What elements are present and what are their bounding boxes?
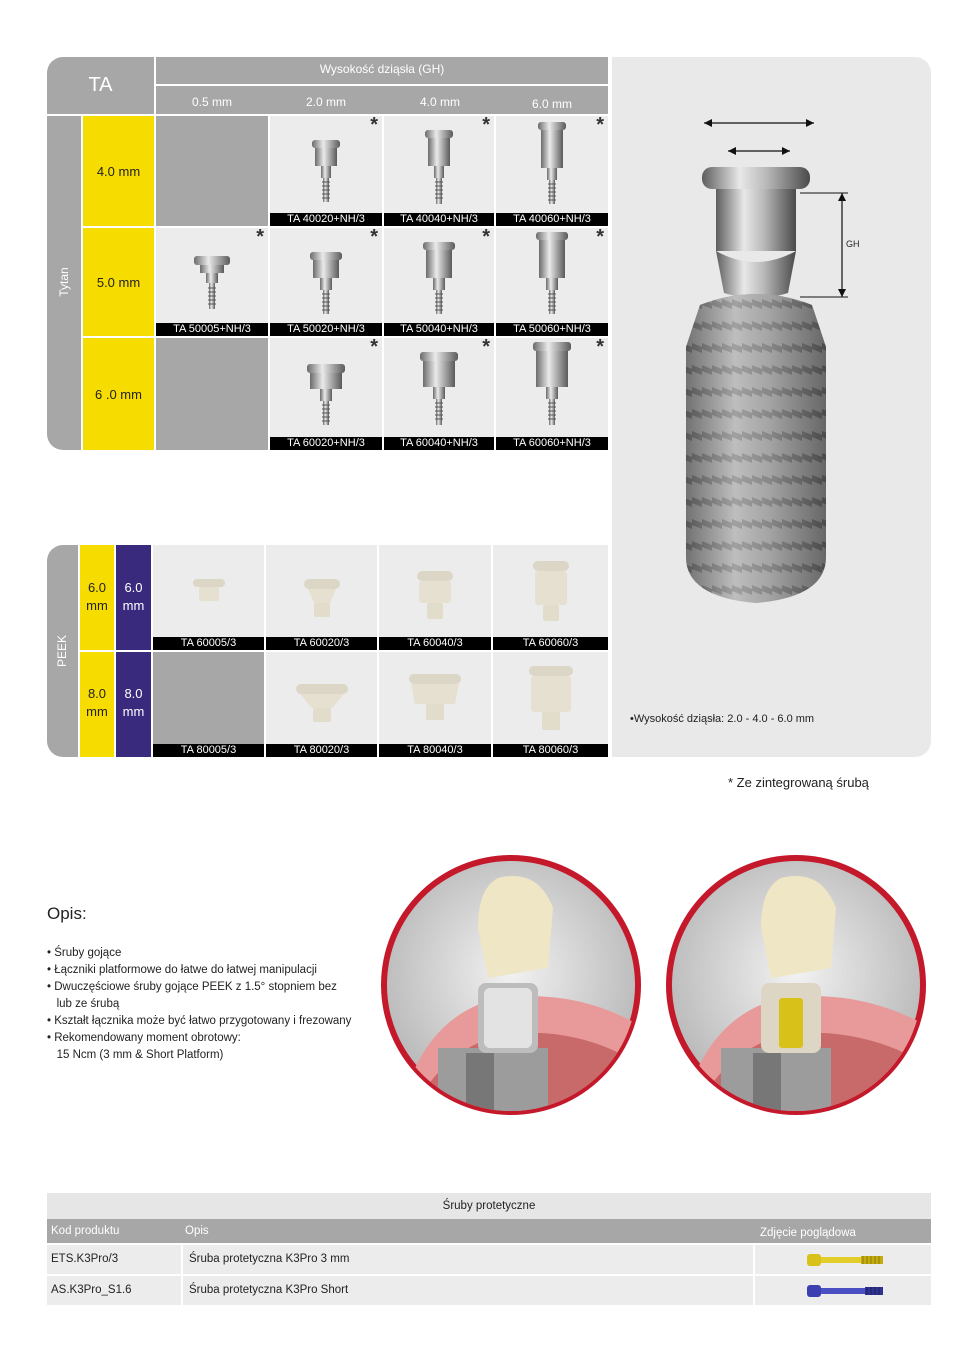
integrated-screw-star: * [596, 116, 604, 136]
integrated-screw-star: * [482, 338, 490, 358]
height-col-2: 4.0 mm [419, 95, 460, 109]
product-code: TA 60040+NH/3 [384, 437, 494, 450]
screw-blue-icon [805, 1283, 885, 1299]
abutment-image [190, 254, 234, 314]
description-item: • Rekomendowany moment obrotowy: [47, 1032, 241, 1044]
peek-row-label-b [116, 545, 151, 650]
peek-product-80005[interactable] [153, 652, 264, 757]
row-label-6mm: 6 .0 mm [83, 338, 154, 450]
product-code: TA 50040+NH/3 [384, 323, 494, 336]
peek-product-80020[interactable] [266, 652, 377, 757]
description-item: • Śruby gojące [47, 947, 122, 959]
screw-desc: Śruba protetyczna K3Pro 3 mm [189, 1253, 350, 1265]
screw-code: ETS.K3Pro/3 [51, 1253, 119, 1265]
abutment-image [528, 340, 576, 430]
integrated-screw-star: * [256, 228, 264, 248]
peek-label-value: 8.0 [124, 686, 143, 701]
product-code: TA 60020/3 [266, 637, 377, 650]
implant-illustration [612, 97, 931, 657]
abutment-image [304, 250, 348, 318]
peek-product-60005[interactable] [153, 545, 264, 650]
abutment-image [306, 138, 346, 208]
peek-label-unit: mm [86, 704, 108, 719]
description-item: • Łączniki platformowe do łatwe do łatwej manipulacji [47, 964, 317, 976]
gh-dimension-label: GH [846, 239, 860, 249]
ta-product-40040[interactable] [384, 116, 494, 226]
product-code: TA 50005+NH/3 [156, 323, 268, 336]
product-code: TA 50020+NH/3 [270, 323, 382, 336]
description-item: • Kształt łącznika może być łatwo przygotowany i frezowany [47, 1015, 352, 1027]
col-header-desc: Opis [185, 1225, 209, 1237]
gh-header-label: Wysokość dziąsła (GH) [319, 62, 445, 76]
ta-product-50060[interactable] [496, 228, 608, 336]
peek-label-unit: mm [122, 598, 145, 613]
row-label-4mm: 4.0 mm [83, 116, 154, 226]
abutment-image [302, 362, 350, 430]
description-item: lub ze śrubą [47, 998, 120, 1010]
product-code: TA 60040/3 [379, 637, 491, 650]
product-code: TA 50060+NH/3 [496, 323, 608, 336]
ta-product-60060[interactable] [496, 338, 608, 450]
implant-diagram-panel [612, 57, 931, 757]
height-col-3: 6.0 mm [531, 97, 572, 111]
abutment-image [530, 230, 574, 318]
integrated-screw-star: * [482, 116, 490, 136]
product-code: TA 80005/3 [153, 744, 264, 757]
col-header-image: Zdjęcie poglądowa [760, 1227, 856, 1239]
product-code: TA 40060+NH/3 [496, 213, 608, 226]
peek-cap-image [189, 575, 229, 615]
screw-row[interactable] [47, 1276, 931, 1305]
ta-product-60020[interactable] [270, 338, 382, 450]
description-title: Opis: [47, 904, 87, 923]
product-code: TA 60060+NH/3 [496, 437, 608, 450]
abutment-image [415, 350, 463, 430]
peek-label-value: 6.0 [124, 580, 143, 595]
peek-label-unit: mm [86, 598, 108, 613]
peek-product-60040[interactable] [379, 545, 491, 650]
peek-row-label-a [80, 652, 114, 757]
product-code: TA 60060/3 [493, 637, 608, 650]
ta-brand-cell: TA [47, 57, 154, 114]
peek-cap-image [525, 662, 577, 738]
height-note: •Wysokość dziąsła: 2.0 - 4.0 - 6.0 mm [630, 713, 815, 725]
ta-cell-empty [156, 338, 268, 450]
material-label-peek: PEEK [55, 635, 69, 668]
screws-table [47, 1193, 931, 1305]
ta-product-50040[interactable] [384, 228, 494, 336]
description-item: • Dwuczęściowe śruby gojące PEEK z 1.5° stopniem bez [47, 981, 337, 993]
peek-label-value: 8.0 [87, 686, 107, 701]
height-col-1: 2.0 mm [305, 95, 346, 109]
screws-header-row [47, 1219, 931, 1243]
screw-code: AS.K3Pro_S1.6 [51, 1284, 132, 1296]
integrated-screw-star: * [596, 228, 604, 248]
ta-product-40060[interactable] [496, 116, 608, 226]
integrated-screw-star: * [370, 228, 378, 248]
peek-product-60060[interactable] [493, 545, 608, 650]
peek-label-unit: mm [122, 704, 145, 719]
description-item: 15 Ncm (3 mm & Short Platform) [47, 1049, 224, 1061]
peek-row-label-a [80, 545, 114, 650]
peek-product-60020[interactable] [266, 545, 377, 650]
ta-product-50020[interactable] [270, 228, 382, 336]
abutment-image [417, 240, 461, 318]
ta-cell-empty [156, 116, 268, 226]
abutment-image [419, 128, 459, 208]
peek-cap-image [413, 567, 457, 627]
integrated-screw-star: * [596, 338, 604, 358]
height-col-0: 0.5 mm [191, 95, 232, 109]
integrated-screw-star: * [370, 116, 378, 136]
product-code: TA 80020/3 [266, 744, 377, 757]
integrated-screw-star: * [482, 228, 490, 248]
screws-title: Śruby protetyczne [47, 1193, 931, 1219]
integrated-screw-star: * [370, 338, 378, 358]
screw-yellow-icon [805, 1252, 885, 1268]
product-code: TA 80060/3 [493, 744, 608, 757]
screw-row[interactable] [47, 1245, 931, 1276]
ta-product-40020[interactable] [270, 116, 382, 226]
clinical-illustration-peek [661, 848, 931, 1122]
product-code: TA 60005/3 [153, 637, 264, 650]
product-code: TA 40020+NH/3 [270, 213, 382, 226]
screw-desc: Śruba protetyczna K3Pro Short [189, 1284, 349, 1296]
peek-cap-image [405, 670, 465, 730]
abutment-image [532, 120, 572, 208]
row-label-5mm: 5.0 mm [83, 228, 154, 336]
product-code: TA 80040/3 [379, 744, 491, 757]
col-header-code: Kod produktu [51, 1225, 120, 1237]
peek-row-label-b [116, 652, 151, 757]
product-code: TA 60020+NH/3 [270, 437, 382, 450]
product-code: TA 40040+NH/3 [384, 213, 494, 226]
peek-label-value: 6.0 [87, 580, 107, 595]
peek-product-80040[interactable] [379, 652, 491, 757]
footnote: * Ze zintegrowaną śrubą [728, 775, 869, 790]
ta-product-50005[interactable] [156, 228, 268, 336]
clinical-illustration-titanium [378, 848, 644, 1122]
material-label-tytan: Tytan [57, 267, 71, 297]
description-list [47, 945, 377, 1064]
peek-product-80060[interactable] [493, 652, 608, 757]
peek-cap-image [529, 557, 573, 629]
ta-product-60040[interactable] [384, 338, 494, 450]
peek-cap-image [300, 575, 344, 625]
peek-cap-image [292, 680, 352, 730]
